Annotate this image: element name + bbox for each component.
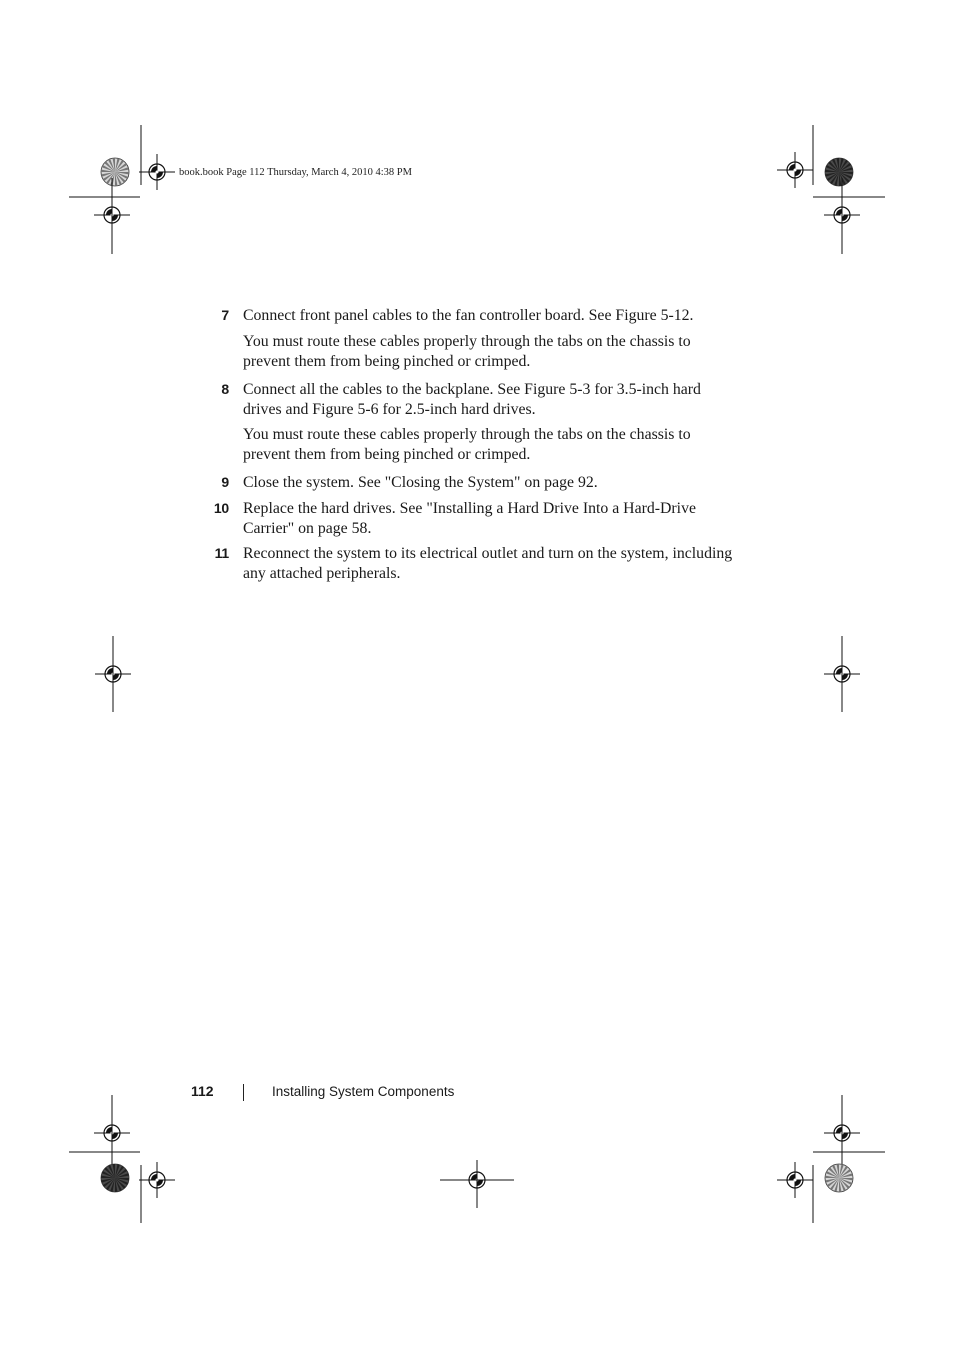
- footer-divider: [243, 1084, 244, 1101]
- registration-target: [139, 154, 175, 190]
- step-note: You must route these cables properly through the tabs on the chassis to prevent them from being pinched or crimped.: [243, 426, 691, 463]
- step-number: 11: [214, 545, 229, 561]
- step-number: 7: [221, 307, 229, 323]
- step-number: 10: [213, 500, 229, 516]
- step-note: You must route these cables properly through the tabs on the chassis to prevent them from being pinched or crimped.: [243, 333, 691, 370]
- print-slug-header: book.book Page 112 Thursday, March 4, 2010 4:38 PM: [179, 167, 412, 178]
- footer-section-title: Installing System Components: [272, 1084, 455, 1099]
- step-text: Connect front panel cables to the fan controller board. See Figure 5-12.: [243, 307, 694, 324]
- step-text: Close the system. See "Closing the System" on page 92.: [243, 474, 598, 491]
- step-number: 9: [221, 474, 229, 490]
- color-star-target: [101, 158, 129, 186]
- registration-target: [777, 152, 813, 188]
- registration-target: [777, 1162, 813, 1198]
- color-star-target: [825, 158, 853, 186]
- color-star-target: [825, 1164, 853, 1192]
- step-text: Reconnect the system to its electrical outlet and turn on the system, including any attached peripherals.: [243, 545, 733, 582]
- color-star-target: [101, 1164, 129, 1192]
- step-text: Replace the hard drives. See "Installing a Hard Drive Into a Hard-Drive Carrier" on page 58.: [243, 500, 696, 537]
- page-number: 112: [191, 1083, 214, 1099]
- registration-target: [139, 1162, 175, 1198]
- step-text: Connect all the cables to the backplane. See Figure 5-3 for 3.5-inch hard drives and Figure 5-6 for 2.5-inch hard drives.: [243, 381, 701, 418]
- step-number: 8: [221, 381, 229, 397]
